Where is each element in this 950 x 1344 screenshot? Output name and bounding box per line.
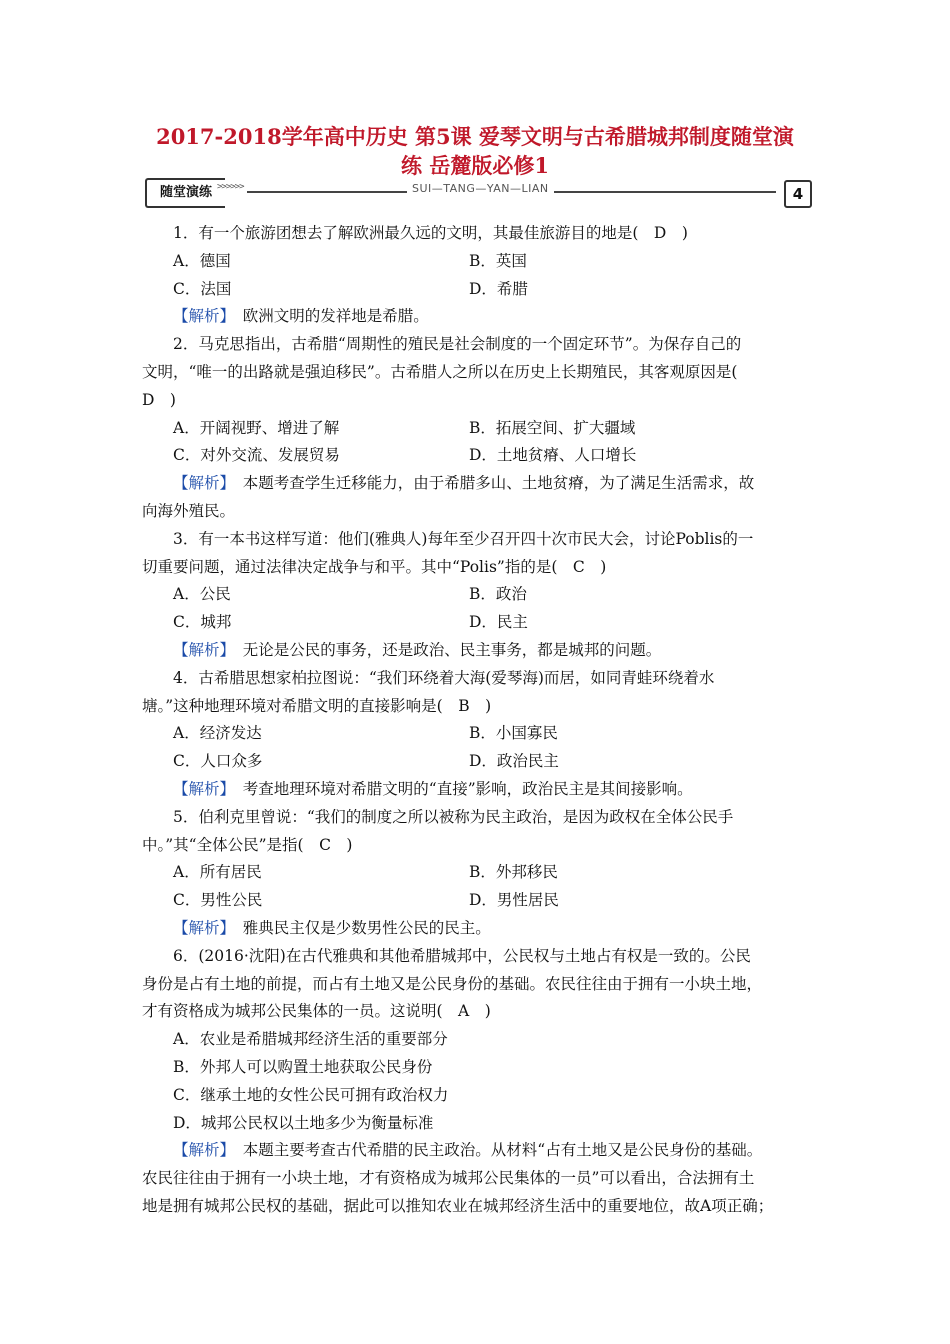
question-stem: 3．有一本书这样写道：他们(雅典人)每年至少召开四十次市民大会，讨论Poblis的一	[173, 529, 754, 548]
question-stem: 中。”其“全体公民”是指( C )	[142, 835, 353, 854]
analysis: 【解析】 考查地理环境对希腊文明的“直接”影响，政治民主是其间接影响。	[173, 779, 693, 798]
option-d: D．希腊	[469, 279, 528, 298]
analysis: 【解析】 本题考查学生迁移能力，由于希腊多山、土地贫瘠，为了满足生活需求，故	[173, 474, 755, 493]
question-4	[142, 665, 814, 804]
analysis-tag: 【解析】	[173, 1141, 228, 1160]
option-a: A．德国	[173, 251, 231, 270]
option-d: D．民主	[469, 613, 528, 632]
analysis-tag: 【解析】	[173, 307, 228, 326]
questions-content	[142, 220, 814, 1221]
question-stem: 1．有一个旅游团想去了解欧洲最久远的文明，其最佳旅游目的地是( D )	[173, 224, 688, 242]
analysis: 【解析】 本题主要考查古代希腊的民主政治。从材料“占有土地又是公民身份的基础。	[173, 1141, 763, 1160]
option-c: C．法国	[173, 279, 232, 298]
analysis: 【解析】 欧洲文明的发祥地是希腊。	[173, 307, 429, 326]
option-b: B．拓展空间、扩大疆域	[469, 418, 636, 437]
option-b: B．英国	[469, 251, 527, 270]
analysis: 地是拥有城邦公民权的基础，据此可以推知农业在城邦经济生活中的重要地位，故A项正确；	[142, 1196, 774, 1215]
banner-number: 4	[784, 180, 812, 208]
question-stem: 身份是占有土地的前提，而占有土地又是公民身份的基础。农民往往由于拥有一小块土地，	[142, 974, 763, 993]
section-banner	[145, 178, 812, 208]
option-a: A．农业是希腊城邦经济生活的重要部分	[173, 1030, 448, 1049]
option-a: A．所有居民	[173, 863, 262, 882]
option-b: B．外邦移民	[469, 863, 558, 882]
question-stem: D )	[142, 390, 176, 409]
question-stem: 2．马克思指出，古希腊“周期性的殖民是社会制度的一个固定环节”。为保存自己的	[173, 335, 742, 354]
banner-arrows: >>>>>>	[217, 182, 244, 192]
option-b: B．小国寡民	[469, 724, 558, 743]
question-stem: 5．伯利克里曾说：“我们的制度之所以被称为民主政治，是因为政权在全体公民手	[173, 807, 734, 826]
options-row	[142, 887, 814, 915]
options-row	[142, 442, 814, 470]
option-d: D．政治民主	[469, 752, 559, 771]
banner-pinyin: SUI—TANG—YAN—LIAN	[407, 182, 554, 195]
option-d: D．城邦公民权以土地多少为衡量标准	[173, 1113, 434, 1132]
question-3	[142, 526, 814, 665]
analysis-tag: 【解析】	[173, 779, 228, 798]
question-stem: 塘。”这种地理环境对希腊文明的直接影响是( B )	[142, 696, 492, 715]
question-5	[142, 804, 814, 943]
option-d: D．男性居民	[469, 891, 559, 910]
question-stem: 文明，“唯一的出路就是强迫移民”。古希腊人之所以在历史上长期殖民，其客观原因是(	[142, 362, 738, 381]
document-title	[120, 122, 830, 180]
option-a: A．经济发达	[173, 724, 262, 743]
options-row	[142, 276, 814, 304]
options-row	[142, 609, 814, 637]
question-stem: 切重要问题，通过法律决定战争与和平。其中“Polis”指的是( C )	[142, 557, 607, 576]
option-c: C．继承土地的女性公民可拥有政治权力	[173, 1085, 449, 1104]
option-c: C．男性公民	[173, 891, 263, 910]
analysis-tag: 【解析】	[173, 474, 228, 493]
title-line-1: 2017-2018学年高中历史 第5课 爱琴文明与古希腊城邦制度随堂演	[156, 124, 794, 149]
options-row	[142, 748, 814, 776]
option-d: D．土地贫瘠、人口增长	[469, 446, 637, 465]
options-row	[142, 720, 814, 748]
question-1	[142, 220, 814, 331]
options-row	[142, 581, 814, 609]
question-6	[142, 943, 814, 1221]
analysis: 【解析】 雅典民主仅是少数男性公民的民主。	[173, 918, 491, 937]
analysis: 向海外殖民。	[142, 501, 236, 520]
option-c: C．对外交流、发展贸易	[173, 446, 340, 465]
title-line-2: 练 岳麓版必修1	[401, 153, 549, 178]
option-b: B．政治	[469, 585, 527, 604]
question-stem: 6．(2016·沈阳)在古代雅典和其他希腊城邦中，公民权与土地占有权是一致的。公民	[173, 946, 751, 965]
option-b: B．外邦人可以购置土地获取公民身份	[173, 1057, 433, 1076]
analysis: 农民往往由于拥有一小块土地，才有资格成为城邦公民集体的一员”可以看出，合法拥有土	[142, 1169, 755, 1188]
options-row	[142, 859, 814, 887]
question-stem: 4．古希腊思想家柏拉图说：“我们环绕着大海(爱琴海)而居，如同青蛙环绕着水	[173, 668, 715, 687]
option-a: A．开阔视野、增进了解	[173, 418, 340, 437]
analysis-tag: 【解析】	[173, 918, 228, 937]
question-2	[142, 331, 814, 526]
option-c: C．人口众多	[173, 752, 263, 771]
banner-label: 随堂演练	[145, 178, 225, 208]
option-a: A．公民	[173, 585, 231, 604]
options-row	[142, 248, 814, 276]
analysis-tag: 【解析】	[173, 640, 228, 659]
option-c: C．城邦	[173, 613, 232, 632]
analysis: 【解析】 无论是公民的事务，还是政治、民主事务，都是城邦的问题。	[173, 640, 662, 659]
question-stem: 才有资格成为城邦公民集体的一员。这说明( A )	[142, 1002, 491, 1021]
options-row	[142, 415, 814, 443]
